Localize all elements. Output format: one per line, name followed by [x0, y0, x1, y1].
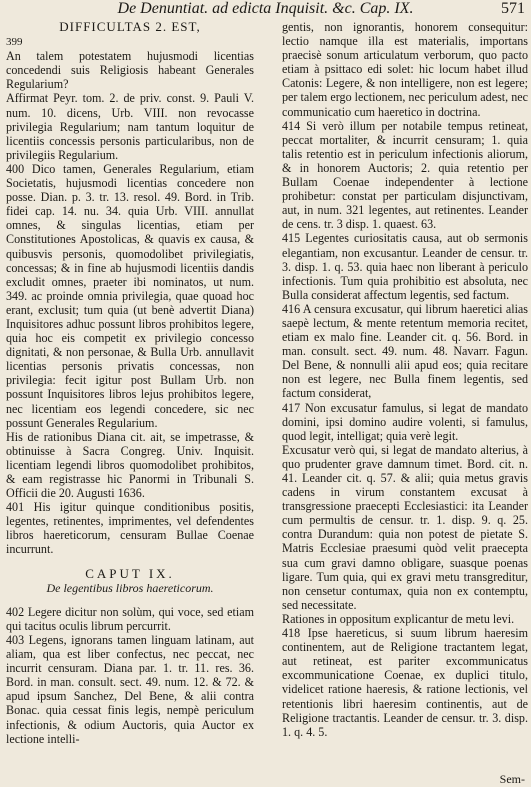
paragraph: Excusatur verò qui, si legat de mandato alterius, à quo prudenter grave damnum timet. Bord. cit. n. 41. Leander cit. q. 57. & alii; quia metus gravis cadens in virum constantem excusat à transgressione praecepti Ecclesiastici: ita Leander cum permultis de censur. tr. 1. disp. 9. q. 25. contra Durandum: quia non potest de pietate S. Matris Ecclesiae praesumi quòd velit praecepta sua cum gravi damno obligare, suasque poenas ligare. Tum quia, qui ex gravi metu transgreditur, non censetur contumax, quia non ex contemptu, sed necessitate. — [282, 442, 528, 612]
paragraph: 400 Dico tamen, Generales Regularium, etiam Societatis, hujusmodi licentias concedere non posse. Dian. p. 3. tr. 13. resol. 49. Bord. in Trib. fidei cap. 14. nu. 34. quia Urb. VIII. annullat omnes, & singulas licentias, etiam per Constitutiones Apostolicas, & quavis ex causa, & quibusvis personis, quomodolibet privilegiatis, concessas; & in fine ab hujusmodi licentiis dandis excludit omnes, praeter ibi nominatos, ut num. 349. ac proinde omnia privilegia, quae quoad hoc erant, exclusit; tum quia (ut benè advertit Diana) Inquisitores adhuc possunt libros prohibitos legere, quia hoc eis competit ex privilegio concesso dignitati, & non personae, & Bulla Urb. annullavit licentias personis privatis concessas, non privilegia: fecit igitur post Bullam Urb. non possunt Inquisitores libros lejus prohibitos legere, nec licentiam eos legendi concedere, sic nec possunt Generales Regularium. — [6, 161, 254, 430]
paragraph: 416 A censura excusatur, qui librum haeretici alias saepè lectum, & mente retentum memoria recitet, etiam ex malo fine. Leander cit. q. 56. Bord. in man. consult. sect. 49. num. 48. Navarr. Fagun. Del Bene, & nonnulli alii apud eos; quia recitare non est legere, nec Bulla finem legentis, sed factum considerat, — [282, 301, 528, 401]
paragraph: 414 Si verò illum per notabile tempus retineat, peccat mortaliter, & incurrit censuram; 1. quia talis retentio est in periculum infectionis aliorum, & in honorem Auctoris; 2. quia retentio per Bullam Coenae independenter à lectione prohibetur: constat per particulam disjunctivam, aut, in num. 321 legentes, aut retinentes. Leander de cens. tr. 3 disp. 1. quaest. 63. — [282, 118, 528, 232]
paragraph: His de rationibus Diana cit. ait, se impetrasse, & obtinuisse à Sacra Congreg. Univ. Inquisit. licentiam legendi libros quomodolibet prohibitos, & eam registrasse hic Panormi in Tribunali S. Officii die 20. Augusti 1636. — [6, 429, 254, 501]
paragraph: 402 Legere dicitur non solùm, qui voce, sed etiam qui tacitus oculis librum percurrit. — [6, 604, 254, 633]
paragraph: 415 Legentes curiositatis causa, aut ob sermonis elegantiam, non excusantur. Leander de censur. tr. 3. disp. 1. q. 53. quia haec non liberant à periculo infectionis. Tum quia prohibitio est absoluta, nec Bulla considerat affectum legentis, sed factum. — [282, 231, 528, 302]
paragraph: Rationes in oppositum explicantur de metu levi. — [282, 611, 515, 626]
left-column — [6, 20, 254, 746]
chapter-subtitle: De legentibus libros haereticorum. — [46, 580, 214, 595]
paragraph: gentis, non ignorantis, honorem consequitur: lectio namque illa est materialis, importans praecisè sonum articulatum verborum, quo pacto etiam à psittaco edi solet: hic locum habet illud Catonis: Legere, & non intelligere, non est legere; per talem ergo lectionem, nec periculum adest, nec communicatio cum haeretico in doctrina. — [282, 20, 528, 119]
margin-number: 399 — [6, 36, 23, 49]
catchword: Sem- — [499, 772, 525, 786]
difficulty-heading: DIFFICULTAS 2. EST, — [59, 19, 201, 34]
running-header — [0, 0, 531, 18]
paragraph: 403 Legens, ignorans tamen linguam latinam, aut aliam, qua est liber confectus, nec peccat, nec incurrit censuram. Diana par. 1. tr. 11. res. 36. Bord. in man. consult. sect. 49. num. 12. & 72. & apud ipsum Sanchez, Del Bene, & alii contra Bonac. quia cessat finis legis, nempè periculum infectionis, & odium Auctoris, quia Auctor ex lectione intelli- — [6, 632, 254, 746]
paragraph: Affirmat Peyr. tom. 2. de priv. const. 9. Pauli V. num. 10. dicens, Urb. VIII. non revocasse privilegia Regularium; nam tantum loquitur de licentiis concessis personis particularibus, non de privilegiis Regularium. — [6, 91, 254, 162]
paragraph: 401 His igitur quinque conditionibus positis, legentes, retinentes, imprimentes, vel defendentes libros haereticorum, censuram Bullae Coenae incurrunt. — [6, 500, 254, 557]
right-column — [282, 20, 528, 739]
paragraph: An talem potestatem hujusmodi licentias concedendi suis Religiosis habeant Generales Regularium? — [6, 49, 254, 92]
paragraph: 418 Ipse haereticus, si suum librum haeresim continentem, aut de Religione tractantem legat, aut retineat, est pariter excommunicatus excommunicatione Coenae, ex duplici titulo, videlicet ratione haeresis, & ratione lectionis, vel retentionis libri haeresim continentis, aut de Religione tractantis. Leander de censur. tr. 3. disp. 1. q. 4. 5. — [282, 626, 528, 739]
page-number: 571 — [501, 0, 525, 17]
chapter-title: CAPUT IX. — [85, 565, 175, 581]
running-title: De Denuntiat. ad edicta Inquisit. &c. Cap. IX. — [117, 0, 414, 17]
paragraph: 417 Non excusatur famulus, si legat de mandato domini, ipsi domino audire volenti, si famulus, quod legit, intelligat; quia verè legit. — [282, 400, 528, 443]
